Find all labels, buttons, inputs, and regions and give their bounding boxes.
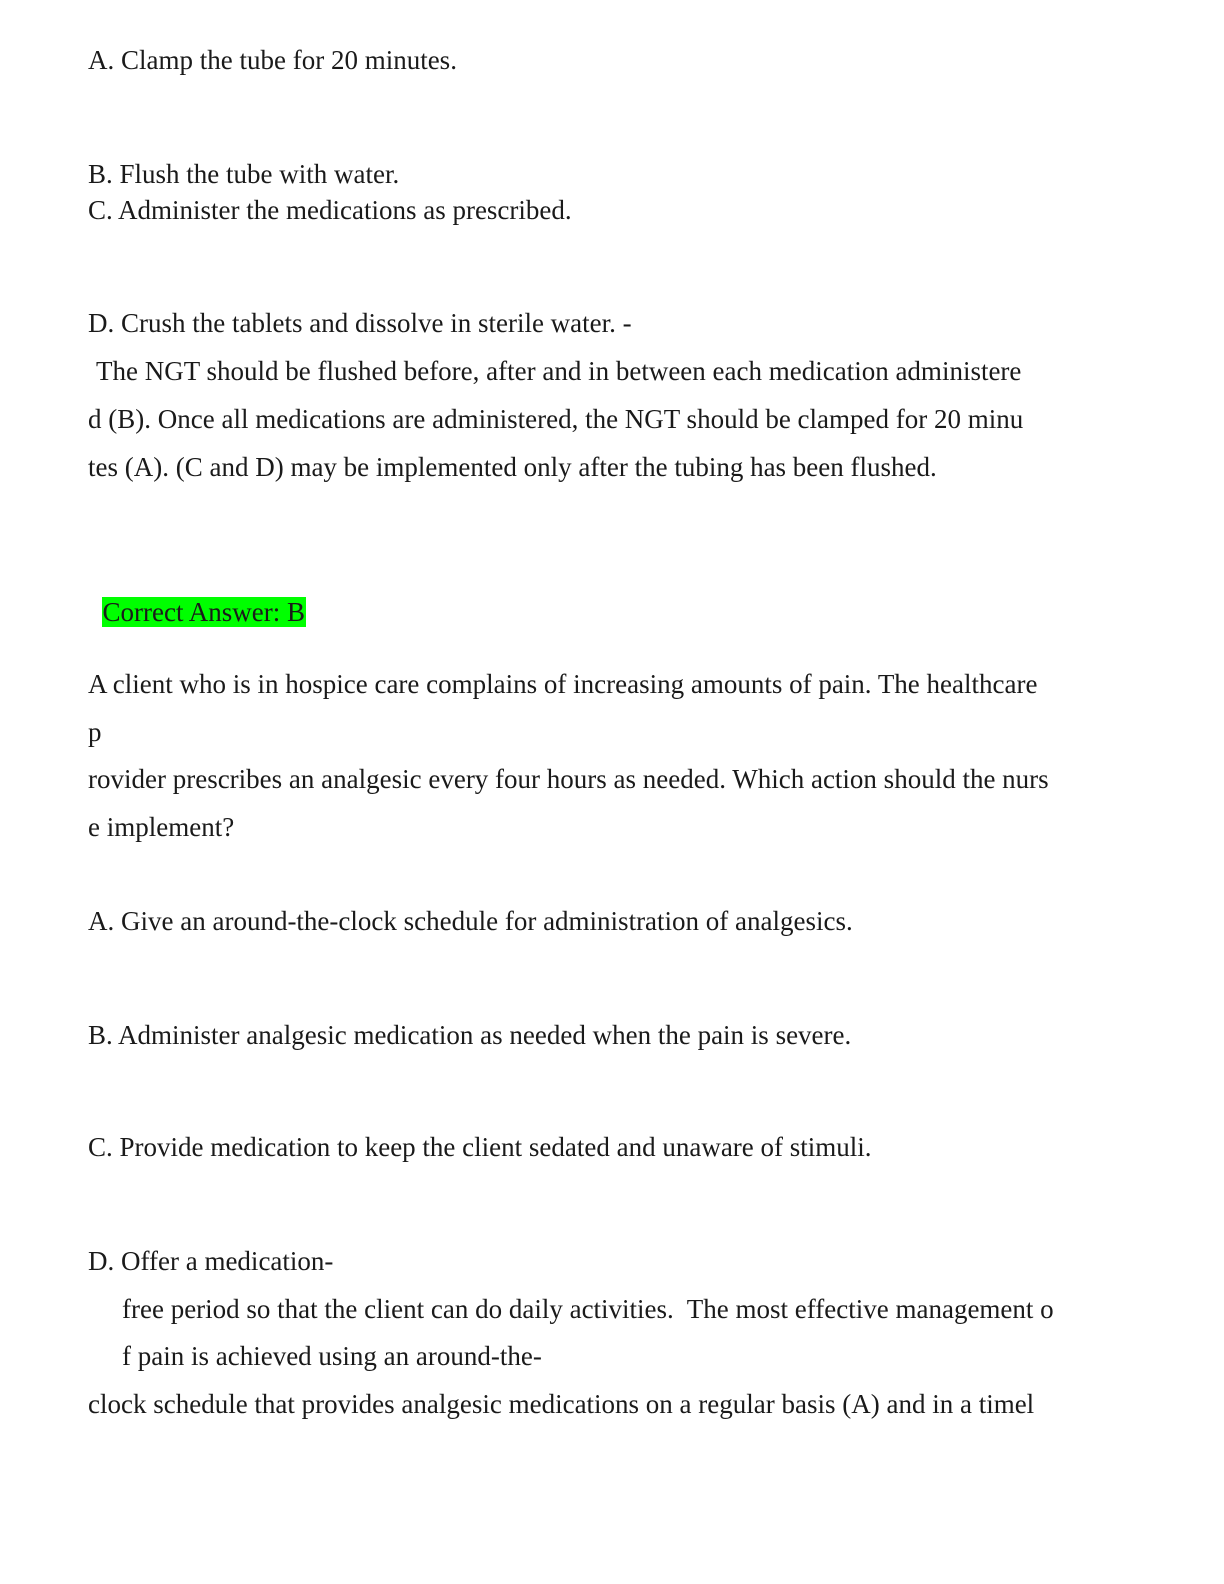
- q2-stem-line-1: A client who is in hospice care complains of increasing amounts of pain. The healthcare: [88, 669, 1038, 699]
- q2-option-c: C. Provide medication to keep the client sedated and unaware of stimuli.: [88, 1132, 872, 1162]
- q2-stem-line-4: e implement?: [88, 812, 235, 842]
- q2-rationale-line-2: f pain is achieved using an around-the-: [122, 1341, 542, 1371]
- q2-option-d: D. Offer a medication-: [88, 1246, 334, 1276]
- q2-rationale-line-1: free period so that the client can do daily activities. The most effective management o: [122, 1294, 1054, 1324]
- q2-stem-line-3: rovider prescribes an analgesic every four hours as needed. Which action should the nurs: [88, 764, 1049, 794]
- q1-rationale-line-2: d (B). Once all medications are administered, the NGT should be clamped for 20 minu: [88, 404, 1024, 434]
- q1-rationale-line-3: tes (A). (C and D) may be implemented only after the tubing has been flushed.: [88, 452, 937, 482]
- q1-option-c: C. Administer the medications as prescribed.: [88, 195, 572, 225]
- correct-answer-highlight: Correct Answer: B: [102, 597, 305, 627]
- q2-stem-line-2: p: [88, 717, 102, 747]
- correct-answer: [88, 564, 306, 628]
- q2-rationale-line-3: clock schedule that provides analgesic medications on a regular basis (A) and in a timel: [88, 1389, 1035, 1419]
- q2-option-b: B. Administer analgesic medication as needed when the pain is severe.: [88, 1020, 852, 1050]
- q1-option-d: D. Crush the tablets and dissolve in sterile water. -: [88, 308, 632, 338]
- q1-option-b: B. Flush the tube with water.: [88, 159, 400, 189]
- q1-rationale-line-1: The NGT should be flushed before, after and in between each medication administere: [96, 356, 1022, 386]
- q1-option-a: A. Clamp the tube for 20 minutes.: [88, 45, 457, 75]
- q2-option-a: A. Give an around-the-clock schedule for administration of analgesics.: [88, 906, 853, 936]
